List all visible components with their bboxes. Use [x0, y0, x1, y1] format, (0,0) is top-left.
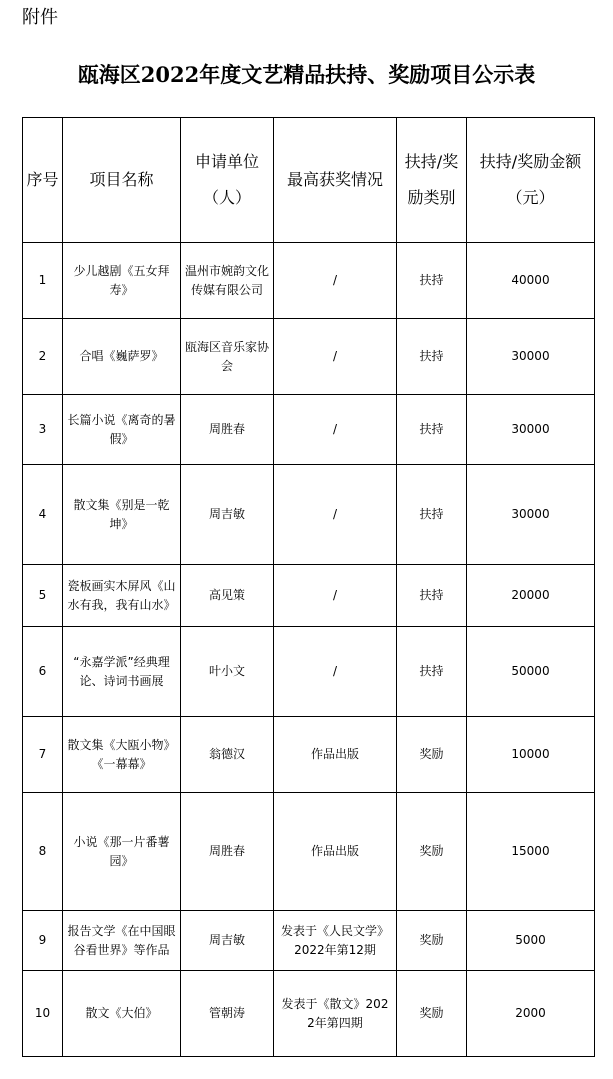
cell-project: 小说《那一片番薯园》: [63, 793, 181, 911]
cell-award: /: [274, 627, 397, 717]
table-row: [23, 793, 595, 911]
table-row: [23, 319, 595, 395]
cell-award: /: [274, 465, 397, 565]
cell-category: 扶持: [397, 565, 467, 627]
cell-amount: 40000: [467, 243, 595, 319]
cell-project: 散文《大伯》: [63, 971, 181, 1057]
cell-applicant: 高见策: [181, 565, 274, 627]
cell-project: 少儿越剧《五女拜寿》: [63, 243, 181, 319]
table-row: [23, 243, 595, 319]
cell-category: 奖励: [397, 793, 467, 911]
cell-applicant: 管朝涛: [181, 971, 274, 1057]
cell-applicant: 周吉敏: [181, 911, 274, 971]
cell-serial: 5: [23, 565, 63, 627]
table-row: [23, 565, 595, 627]
cell-category: 扶持: [397, 243, 467, 319]
cell-applicant: 瓯海区音乐家协会: [181, 319, 274, 395]
header-category: 扶持/奖励类别: [397, 118, 467, 243]
cell-project: 长篇小说《离奇的暑假》: [63, 395, 181, 465]
cell-serial: 10: [23, 971, 63, 1057]
header-serial: 序号: [23, 118, 63, 243]
cell-amount: 30000: [467, 465, 595, 565]
cell-award: 发表于《散文》2022年第四期: [274, 971, 397, 1057]
cell-award: 作品出版: [274, 717, 397, 793]
cell-serial: 9: [23, 911, 63, 971]
header-award: 最高获奖情况: [274, 118, 397, 243]
cell-award: /: [274, 243, 397, 319]
cell-amount: 50000: [467, 627, 595, 717]
cell-serial: 1: [23, 243, 63, 319]
cell-serial: 7: [23, 717, 63, 793]
header-amount: 扶持/奖励金额（元）: [467, 118, 595, 243]
cell-category: 扶持: [397, 319, 467, 395]
cell-serial: 3: [23, 395, 63, 465]
cell-serial: 8: [23, 793, 63, 911]
cell-award: 作品出版: [274, 793, 397, 911]
header-applicant: 申请单位（人）: [181, 118, 274, 243]
page-title: 瓯海区2022年度文艺精品扶持、奖励项目公示表: [77, 62, 536, 87]
cell-project: 合唱《巍萨罗》: [63, 319, 181, 395]
table-row: [23, 627, 595, 717]
cell-category: 奖励: [397, 717, 467, 793]
header-project: 项目名称: [63, 118, 181, 243]
cell-project: 散文集《别是一乾坤》: [63, 465, 181, 565]
cell-category: 扶持: [397, 627, 467, 717]
cell-amount: 30000: [467, 395, 595, 465]
cell-amount: 30000: [467, 319, 595, 395]
cell-project: 散文集《大瓯小物》《一幕幕》: [63, 717, 181, 793]
cell-applicant: 周胜春: [181, 793, 274, 911]
cell-award: /: [274, 565, 397, 627]
table-row: [23, 395, 595, 465]
cell-category: 奖励: [397, 911, 467, 971]
cell-amount: 20000: [467, 565, 595, 627]
table-row: [23, 971, 595, 1057]
cell-category: 奖励: [397, 971, 467, 1057]
attachment-label: 附件: [22, 7, 58, 28]
cell-applicant: 周胜春: [181, 395, 274, 465]
table-row: [23, 465, 595, 565]
cell-project: 瓷板画实木屏风《山水有我，我有山水》: [63, 565, 181, 627]
table-header-row: [23, 118, 595, 243]
cell-project: “永嘉学派”经典理论、诗词书画展: [63, 627, 181, 717]
cell-serial: 2: [23, 319, 63, 395]
table-row: [23, 717, 595, 793]
cell-amount: 2000: [467, 971, 595, 1057]
project-table: [22, 117, 595, 1057]
cell-applicant: 翁德汉: [181, 717, 274, 793]
cell-applicant: 叶小文: [181, 627, 274, 717]
cell-serial: 4: [23, 465, 63, 565]
cell-applicant: 周吉敏: [181, 465, 274, 565]
cell-category: 扶持: [397, 395, 467, 465]
cell-applicant: 温州市婉韵文化传媒有限公司: [181, 243, 274, 319]
cell-award: /: [274, 395, 397, 465]
cell-project: 报告文学《在中国眼谷看世界》等作品: [63, 911, 181, 971]
cell-category: 扶持: [397, 465, 467, 565]
table-row: [23, 911, 595, 971]
cell-serial: 6: [23, 627, 63, 717]
cell-amount: 5000: [467, 911, 595, 971]
cell-award: /: [274, 319, 397, 395]
cell-award: 发表于《人民文学》2022年第12期: [274, 911, 397, 971]
cell-amount: 10000: [467, 717, 595, 793]
cell-amount: 15000: [467, 793, 595, 911]
